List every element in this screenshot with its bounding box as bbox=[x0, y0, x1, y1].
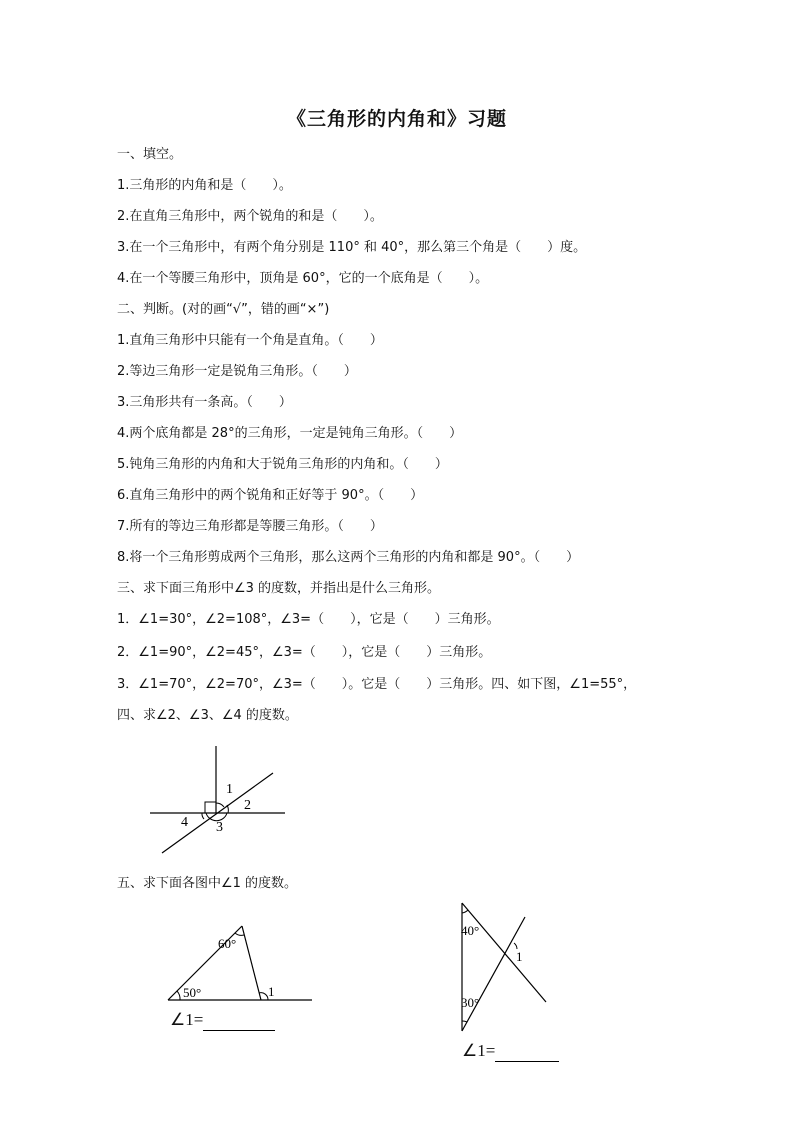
question-line: 3.三角形共有一条高。（ ） bbox=[117, 395, 292, 410]
answer-label: ∠1= bbox=[462, 1041, 496, 1060]
angle-arc bbox=[235, 933, 244, 935]
question-line: 4.两个底角都是 28°的三角形，一定是钝角三角形。（ ） bbox=[117, 426, 463, 441]
crossing-lines-figure-b bbox=[452, 895, 557, 1040]
question-line: 3．∠1=70°，∠2=70°，∠3=（ ）。它是（ ）三角形。四、如下图，∠1=55°， bbox=[117, 677, 637, 692]
page-title: 《三角形的内角和》习题 bbox=[286, 108, 507, 130]
angle-arc bbox=[462, 910, 468, 913]
question-line: 5.钝角三角形的内角和大于锐角三角形的内角和。（ ） bbox=[117, 457, 448, 472]
question-line: 2.在直角三角形中，两个锐角的和是（ ）。 bbox=[117, 209, 383, 224]
angle-label: 30° bbox=[461, 995, 480, 1010]
angle-label: 4 bbox=[181, 815, 188, 830]
question-line: 2．∠1=90°，∠2=45°，∠3=（ ），它是（ ）三角形。 bbox=[117, 645, 492, 660]
question-line: 1.三角形的内角和是（ ）。 bbox=[117, 178, 292, 193]
right-angle-mark bbox=[205, 802, 216, 813]
question-line: 1.直角三角形中只能有一个角是直角。（ ） bbox=[117, 333, 383, 348]
section-5-heading: 五、求下面各图中∠1 的度数。 bbox=[117, 876, 298, 891]
question-line: 2.等边三角形一定是锐角三角形。（ ） bbox=[117, 364, 357, 379]
question-line: 3.在一个三角形中，有两个角分别是 110° 和 40°，那么第三个角是（ ）度。 bbox=[117, 240, 587, 255]
section-1-heading: 一、填空。 bbox=[117, 147, 183, 162]
answer-blank[interactable] bbox=[495, 1041, 559, 1062]
diagonal-line bbox=[462, 903, 546, 1002]
section-3-heading: 三、求下面三角形中∠3 的度数，并指出是什么三角形。 bbox=[117, 581, 441, 596]
answer-field-b bbox=[462, 1041, 559, 1062]
angle-label: 40° bbox=[461, 923, 480, 938]
angle-arc bbox=[177, 991, 180, 1000]
question-line: 7.所有的等边三角形都是等腰三角形。（ ） bbox=[117, 519, 383, 534]
triangle-figure-a bbox=[160, 915, 320, 1010]
answer-blank[interactable] bbox=[203, 1010, 275, 1031]
angle-arc bbox=[227, 805, 228, 813]
triangle-side bbox=[242, 926, 261, 1000]
angle-label: 50° bbox=[183, 985, 202, 1000]
angle-arc bbox=[202, 813, 204, 819]
angle-label: 1 bbox=[516, 949, 523, 964]
angle-label: 2 bbox=[244, 798, 251, 813]
section-4-heading: 四、求∠2、∠3、∠4 的度数。 bbox=[117, 708, 298, 723]
question-line: 8.将一个三角形剪成两个三角形，那么这两个三角形的内角和都是 90°。（ ） bbox=[117, 550, 580, 565]
intersecting-lines-figure bbox=[140, 740, 300, 865]
angle-arc bbox=[216, 803, 224, 807]
angle-label: 60° bbox=[218, 936, 237, 951]
section-2-heading: 二、判断。(对的画“√”，错的画“×”) bbox=[117, 302, 330, 317]
angle-label: 1 bbox=[226, 782, 233, 797]
question-line: 6.直角三角形中的两个锐角和正好等于 90°。（ ） bbox=[117, 488, 424, 503]
question-line: 4.在一个等腰三角形中，顶角是 60°，它的一个底角是（ ）。 bbox=[117, 271, 489, 286]
angle-arc bbox=[462, 1021, 467, 1022]
answer-label: ∠1= bbox=[170, 1010, 204, 1029]
answer-field-a bbox=[170, 1010, 275, 1031]
question-line: 1．∠1=30°，∠2=108°，∠3=（ ），它是（ ）三角形。 bbox=[117, 612, 500, 627]
angle-label: 1 bbox=[268, 984, 275, 999]
angle-label: 3 bbox=[216, 820, 223, 835]
